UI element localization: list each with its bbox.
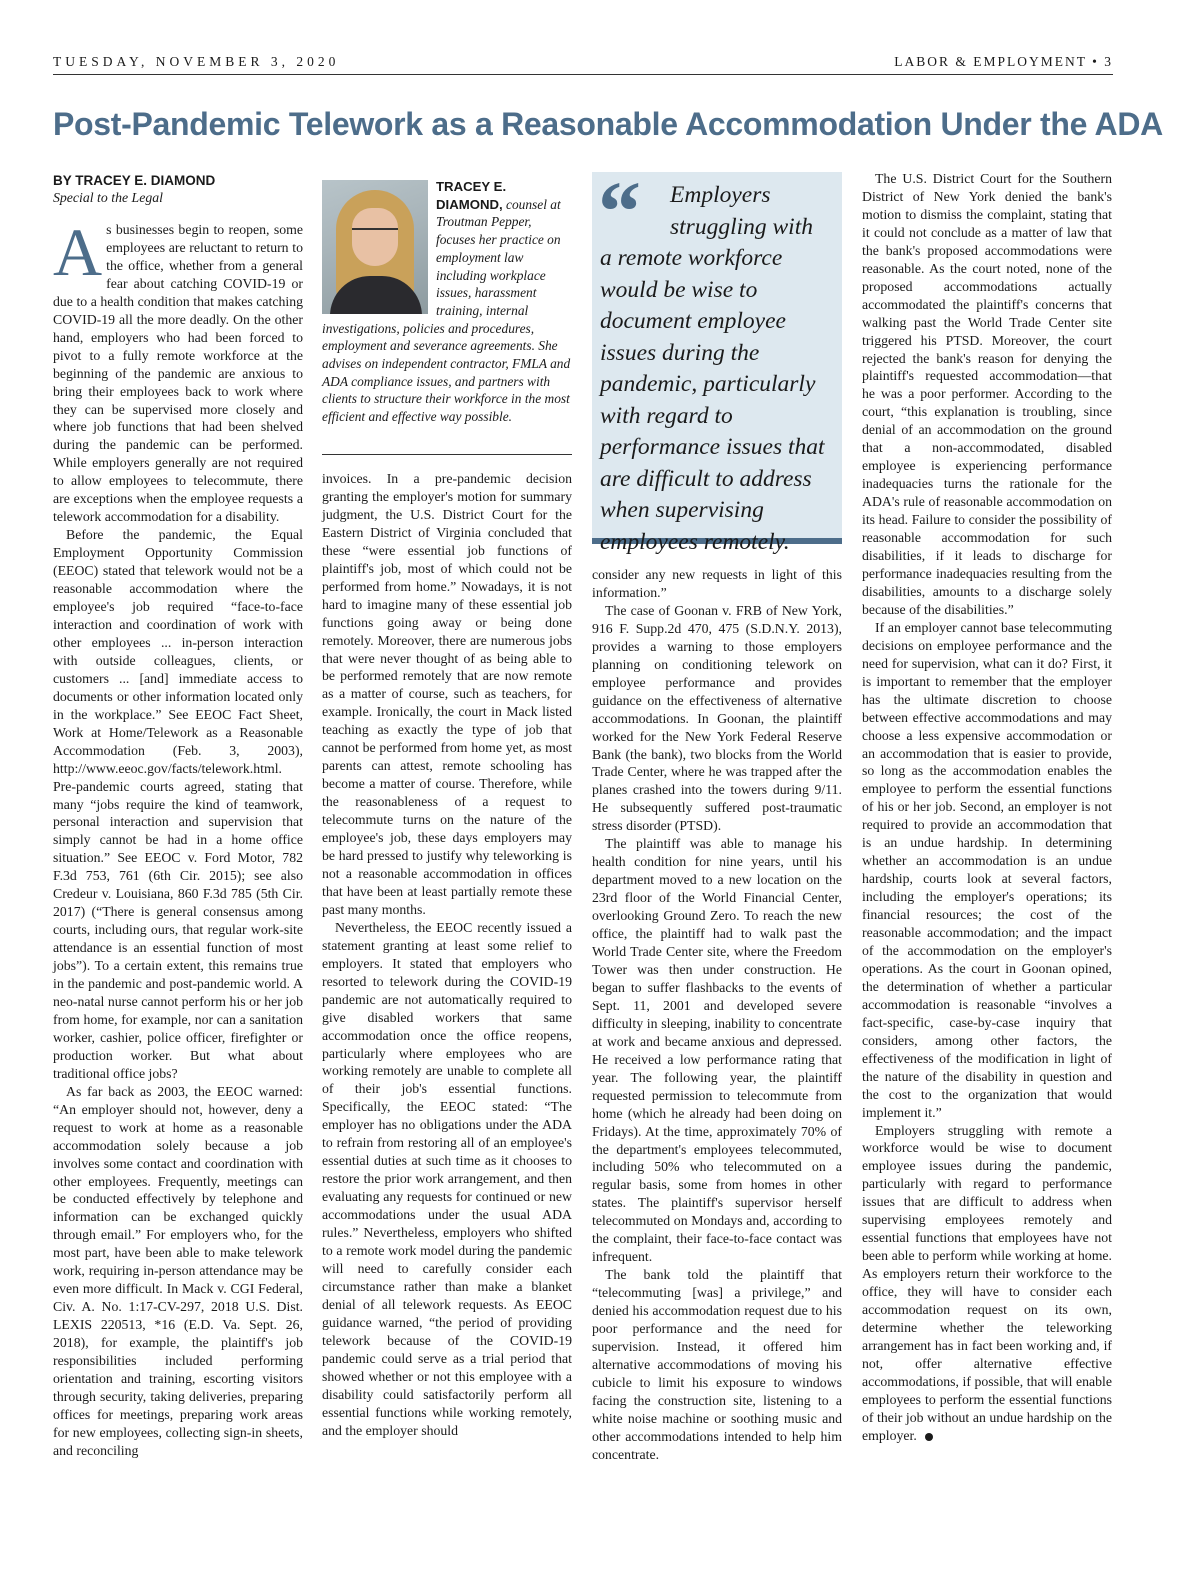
paragraph: The plaintiff was able to manage his health condition for nine years, until his department moved to a new location on the 23rd floor of the World Financial Center, overlooking Ground Zero. To reach the new office, the plaintiff had to walk past the World Trade Center site, where the Freedom Tower was then under construction. He began to suffer flashbacks to the events of Sept. 11, 2001 and developed severe difficulty in sleeping, inability to concentrate at work and became anxious and depressed. He received a low performance rating that year. The following year, the plaintiff requested permission to telecommute from home (which he already had been doing on Fridays). At the time, approximately 70% of the department's employees telecommuted, including 50% who telecommuted on a regular basis, some from homes in other states. The plaintiff's supervisor herself telecommuted on Mondays and, according to the complaint, their face-to-face contact was infrequent. [592, 836, 842, 1265]
paragraph: The U.S. District Court for the Southern District of New York denied the bank's motion to dismiss the complaint, stating that it could not conclude as a matter of law that the bank's proposed accommodations were reasonable. As the court noted, none of the proposed accommodations actually accommodated the plaintiff's concerns that walking past the World Trade Center site triggered his PTSD. Moreover, the court rejected the bank's reason for denying the plaintiff's requested accommodation—that he was a poor performer. According to the court, “this explanation is troubling, since denial of an accommodation on the ground that a non-accommodated, disabled employee is experiencing performance inadequacies turns the rationale for the ADA's rule of reasonable accommodation on its head. Failure to consider the possibility of reasonable accommodation for such disabilities, if it leads to discharge for performance inadequacies resulting from the disabilities, amounts to a discharge solely because of the disabilities.” [862, 171, 1112, 617]
paragraph: Before the pandemic, the Equal Employment Opportunity Commission (EEOC) stated that telework would not be a reasonable accommodation where the employee's job required “face-to-face interaction and coordination of work with other employees ... in-person interaction with outside colleagues, clients, or customers ... [and] immediate access to documents or other information located only in the workplace.” See EEOC Fact Sheet, Work at Home/Telework as a Reasonable Accommodation (Feb. 3, 2003), http://www.eeoc.gov/facts/telework.html. Pre-pandemic courts agreed, stating that many “jobs require the kind of teamwork, personal interaction and supervision that simply cannot be had in a home office situation.” See EEOC v. Ford Motor, 782 F.3d 753, 761 (6th Cir. 2015); see also Credeur v. Louisiana, 860 F.3d 785 (5th Cir. 2017) (“There is general consensus among courts, including ours, that regular work-site attendance is an essential function of most jobs”). To a certain extent, this remains true in the pandemic and post-pandemic world. A neo-natal nurse cannot perform his or her job from home, for example, nor can a sanitation worker, cashier, police officer, firefighter or production worker. But what about traditional office jobs? [53, 527, 303, 1081]
section-page: LABOR & EMPLOYMENT • 3 [894, 54, 1113, 69]
paragraph: Employers struggling with remote a workforce would be wise to document employee issues during the pandemic, particularly with regard to performance issues that are difficult to address when supervising employees remotely and essential functions that employees have not been able to perform while working at home. As employers return their workforce to the office, they will have to consider each accommodation request on its own, determine whether the teleworking arrangement has in fact been working and, if not, offer alternative effective accommodations, if possible, that will enable employees to perform the essential functions of their job without an undue hardship on the employer. [862, 1122, 1112, 1443]
column-3 [592, 566, 842, 1464]
drop-cap: A [53, 214, 103, 290]
paragraph: As businesses begin to reopen, some employees are reluctant to return to the office, whether from a general fear about catching COVID-19 or due to a health condition that makes catching COVID-19 all the more deadly. On the other hand, employers who had been forced to pivot to a fully remote workforce at the beginning of the pandemic are anxious to bring their employees back to work where they can be supervised more closely and where job functions that had been shelved during the pandemic can be performed. While employers generally are not required to allow employees to telecommute, there are exceptions when the employee requests a telework accommodation for a disability. [53, 214, 303, 525]
paragraph: The case of Goonan v. FRB of New York, 916 F. Supp.2d 470, 475 (S.D.N.Y. 2013), provides a warning to those employers planning on conditioning telework on employee performance and provides guidance on the effectiveness of alternative accommodations. In Goonan, the plaintiff worked for the New York Federal Reserve Bank (the bank), two blocks from the World Trade Center, where he was trapped after the planes crashed into the towers during 9/11. He subsequently suffered post-traumatic stress disorder (PTSD). [592, 602, 842, 834]
paragraph: If an employer cannot base telecommuting decisions on employee performance and the need for supervision, what can it do? First, it is important to remember that the employer has the ultimate discretion to choose between effective accommodations and may choose a less expensive accommodation or an accommodation that is easier to provide, so long as the accommodation enables the employee to perform the essential functions of his or her job. Second, an employer is not required to provide an accommodation that is an undue hardship. In determining whether an accommodation is an undue hardship, courts look at several factors, including the employer's operations; its financial resources; the cost of the reasonable accommodation; and the impact of the accommodation on the employer's operations. As the court in Goonan opined, the determination of whether a particular accommodation is reasonable “involves a fact-specific, case-by-case inquiry that considers, among other factors, the effectiveness of the modification in light of the nature of the disability in question and the cost to the organization that would implement it.” [862, 619, 1112, 1120]
paragraph: consider any new requests in light of this information.” [592, 567, 842, 600]
byline: BY TRACEY E. DIAMOND [53, 173, 216, 188]
issue-date: TUESDAY, NOVEMBER 3, 2020 [53, 54, 340, 69]
paragraph: The bank told the plaintiff that “telecommuting [was] a privilege,” and denied his accommodation request due to his poor performance and the need for supervision. Instead, it offered him alternative accommodations of moving his cubicle to limit his exposure to windows facing the construction site, listening to a white noise machine or soothing music and other accommodations intended to help him concentrate. [592, 1267, 842, 1462]
quote-mark-icon: “ [598, 163, 641, 259]
article-title: Post-Pandemic Telework as a Reasonable Accommodation Under the ADA [53, 106, 1163, 142]
column-2 [322, 470, 572, 1439]
author-photo [322, 180, 428, 314]
end-mark-icon [925, 1433, 933, 1441]
pull-quote-text: Employers struggling with a remote workforce would be wise to document employee issues during the pandemic, particularly with regard to performance issues that are difficult to address when supervising employees remotely. [600, 182, 825, 555]
byline-subtitle: Special to the Legal [53, 190, 163, 205]
author-bio [322, 178, 572, 455]
author-name: TRACEY E. DIAMOND, [436, 179, 507, 212]
paragraph: Nevertheless, the EEOC recently issued a statement granting at least some relief to employers. It stated that employers who resorted to telework during the COVID-19 pandemic are not automatically required to give disabled workers that same accommodation once the office reopens, particularly where employees who are working remotely are unable to complete all of their job's essential functions. Specifically, the EEOC stated: “The employer has no obligations under the ADA to refrain from restoring all of an employee's essential duties at such time as it chooses to restore the prior work arrangement, and then evaluating any requests for continued or new accommodations under the usual ADA rules.” Nevertheless, employers who shifted to a remote work model during the pandemic will need to carefully consider each circumstance rather than make a blanket denial of all telework requests. As EEOC guidance warned, “the period of providing telework because of the COVID-19 pandemic could serve as a trial period that showed whether or not this employee with a disability could satisfactorily perform all essential functions while working remotely, and the employer should [322, 919, 572, 1438]
column-1 [53, 172, 303, 1460]
paragraph: invoices. In a pre-pandemic decision granting the employer's motion for summary judgment, the U.S. District Court for the Eastern District of Virginia concluded that these “were essential job functions of plaintiff's job, most of which could not be performed from home.” Nowadays, it is not hard to imagine many of these essential job functions going away or being done remotely. Moreover, there are numerous jobs that were never thought of as being able to be performed remotely that are now remote as a matter of course, such as teachers, for example. Ironically, the court in Mack listed teaching as exactly the type of job that cannot be performed from home yet, as most parents can attest, remote schooling has become a matter of course. Therefore, while the reasonableness of a request to telecommute turns on the nature of the employee's job, these days employers may be hard pressed to justify why teleworking is not a reasonable accommodation in offices that have been at least partially remote these past many months. [322, 471, 572, 917]
column-4 [862, 170, 1112, 1445]
pull-quote [592, 163, 842, 555]
running-header [53, 54, 1113, 75]
bio-text: counsel at Troutman Pepper, focuses her practice on employment law including workplace issues, harassment training, internal investigations, policies and procedures, employment and severance agreements. She advises on independent contractor, FMLA and ADA compliance issues, and partners with clients to structure their workforce in the most efficient and effective way possible. [322, 196, 571, 425]
paragraph: As far back as 2003, the EEOC warned: “An employer should not, however, deny a request to work at home as a reasonable accommodation solely because a job involves some contact and coordination with other employees. Frequently, meetings can be conducted effectively by telephone and information can be exchanged quickly through email.” For employers who, for the most part, have been able to make telework work, requiring in-person attendance may be even more difficult. In Mack v. CGI Federal, Civ. A. No. 1:17-CV-297, 2018 U.S. Dist. LEXIS 220513, *16 (E.D. Va. Sept. 26, 2018), for example, the plaintiff's job responsibilities included performing orientation and training, escorting visitors through security, taking deliveries, preparing offices for meetings, preparing work areas for new employees, collecting sign-in sheets, and reconciling [53, 1083, 303, 1458]
